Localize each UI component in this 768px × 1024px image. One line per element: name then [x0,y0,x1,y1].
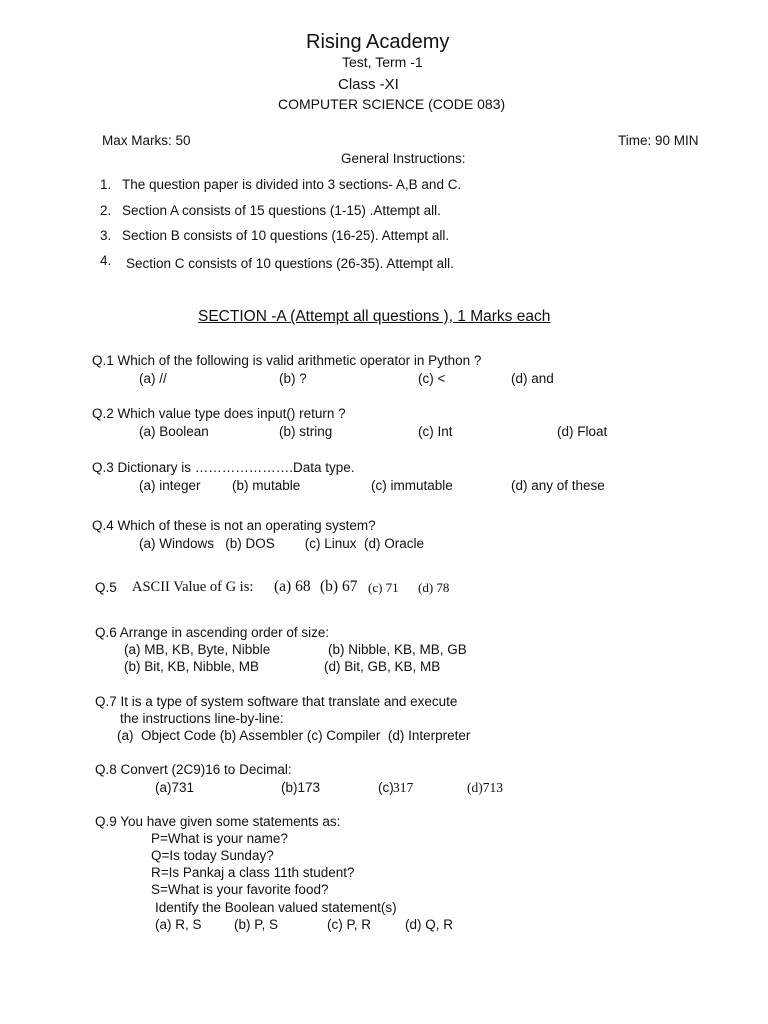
q1-option-d: (d) and [511,371,554,386]
q5-option-a: (a) 68 [274,578,311,595]
instruction-text-3: Section B consists of 10 questions (16-25). Attempt all. [122,228,450,243]
q2-option-a: (a) Boolean [139,424,209,439]
q5-option-d: (d) 78 [418,580,450,595]
q1-text: Q.1 Which of the following is valid arithmetic operator in Python ? [92,353,482,368]
instruction-text-4: Section C consists of 10 questions (26-35). Attempt all. [126,256,454,271]
q2-option-b: (b) string [279,424,333,439]
q9-option-b: (b) P, S [234,917,279,932]
class-label: Class -XI [338,76,399,93]
q5-text: ASCII Value of G is: [132,579,254,595]
q7-options: (a) Object Code (b) Assembler (c) Compiler (d) Interpreter [117,728,471,743]
q6-option-b: (b) Nibble, KB, MB, GB [328,642,467,657]
q7-line-2: the instructions line-by-line: [120,711,284,726]
q1-option-a: (a) // [139,371,167,386]
q9-text: Q.9 You have given some statements as: [95,814,341,829]
instructions-title: General Instructions: [341,151,466,166]
q6-option-c: (b) Bit, KB, Nibble, MB [124,659,260,674]
q4-text: Q.4 Which of these is not an operating system? [92,518,376,533]
q5-label: Q.5 [95,580,117,595]
instruction-num-3: 3. [100,228,112,243]
instruction-text-1: The question paper is divided into 3 sections- A,B and C. [122,177,462,192]
q3-option-d: (d) any of these [511,478,605,493]
q9-statement-s: S=What is your favorite food? [151,882,329,897]
q9-statement-p: P=What is your name? [151,831,288,846]
instruction-num-4: 4. [100,253,112,268]
q3-option-c: (c) immutable [371,478,453,493]
q5-option-b: (b) 67 [320,578,358,595]
q6-option-a: (a) MB, KB, Byte, Nibble [124,642,271,657]
q2-text: Q.2 Which value type does input() return ? [92,406,346,421]
q4-options: (a) Windows (b) DOS (c) Linux (d) Oracle [139,536,425,551]
q2-option-d: (d) Float [557,424,608,439]
q8-option-a: (a)731 [155,780,195,795]
q7-line-1: Q.7 It is a type of system software that translate and execute [95,694,458,709]
q6-text: Q.6 Arrange in ascending order of size: [95,625,330,640]
q3-option-a: (a) integer [139,478,201,493]
instruction-text-2: Section A consists of 15 questions (1-15) .Attempt all. [122,203,441,218]
instruction-num-1: 1. [100,177,112,192]
q1-option-c: (c) < [418,371,446,386]
q8-option-d: (d)713 [467,780,503,795]
time-limit: Time: 90 MIN [618,133,699,148]
school-name: Rising Academy [306,31,450,53]
q9-statement-r: R=Is Pankaj a class 11th student? [151,865,355,880]
max-marks: Max Marks: 50 [102,133,191,148]
q9-option-a: (a) R, S [155,917,202,932]
q8-text: Q.8 Convert (2C9)16 to Decimal: [95,762,292,777]
q5-option-c: (c) 71 [368,580,399,595]
test-term: Test, Term -1 [342,54,423,70]
section-a-heading: SECTION -A (Attempt all questions ), 1 Marks each [198,308,551,325]
q9-option-d: (d) Q, R [405,917,454,932]
q8-option-c-value: 317 [393,780,414,795]
q9-statement-q: Q=Is today Sunday? [151,848,274,863]
q8-option-b: (b)173 [281,780,321,795]
q3-text: Q.3 Dictionary is ………………….Data type. [92,460,355,475]
q9-identify: Identify the Boolean valued statement(s) [155,900,397,915]
q2-option-c: (c) Int [418,424,453,439]
subject-title: COMPUTER SCIENCE (CODE 083) [278,96,506,112]
q1-option-b: (b) ? [279,371,307,386]
q8-option-c-label: (c) [378,780,394,795]
q6-option-d: (d) Bit, GB, KB, MB [324,659,441,674]
instruction-num-2: 2. [100,203,112,218]
q9-option-c: (c) P, R [327,917,372,932]
q3-option-b: (b) mutable [232,478,301,493]
